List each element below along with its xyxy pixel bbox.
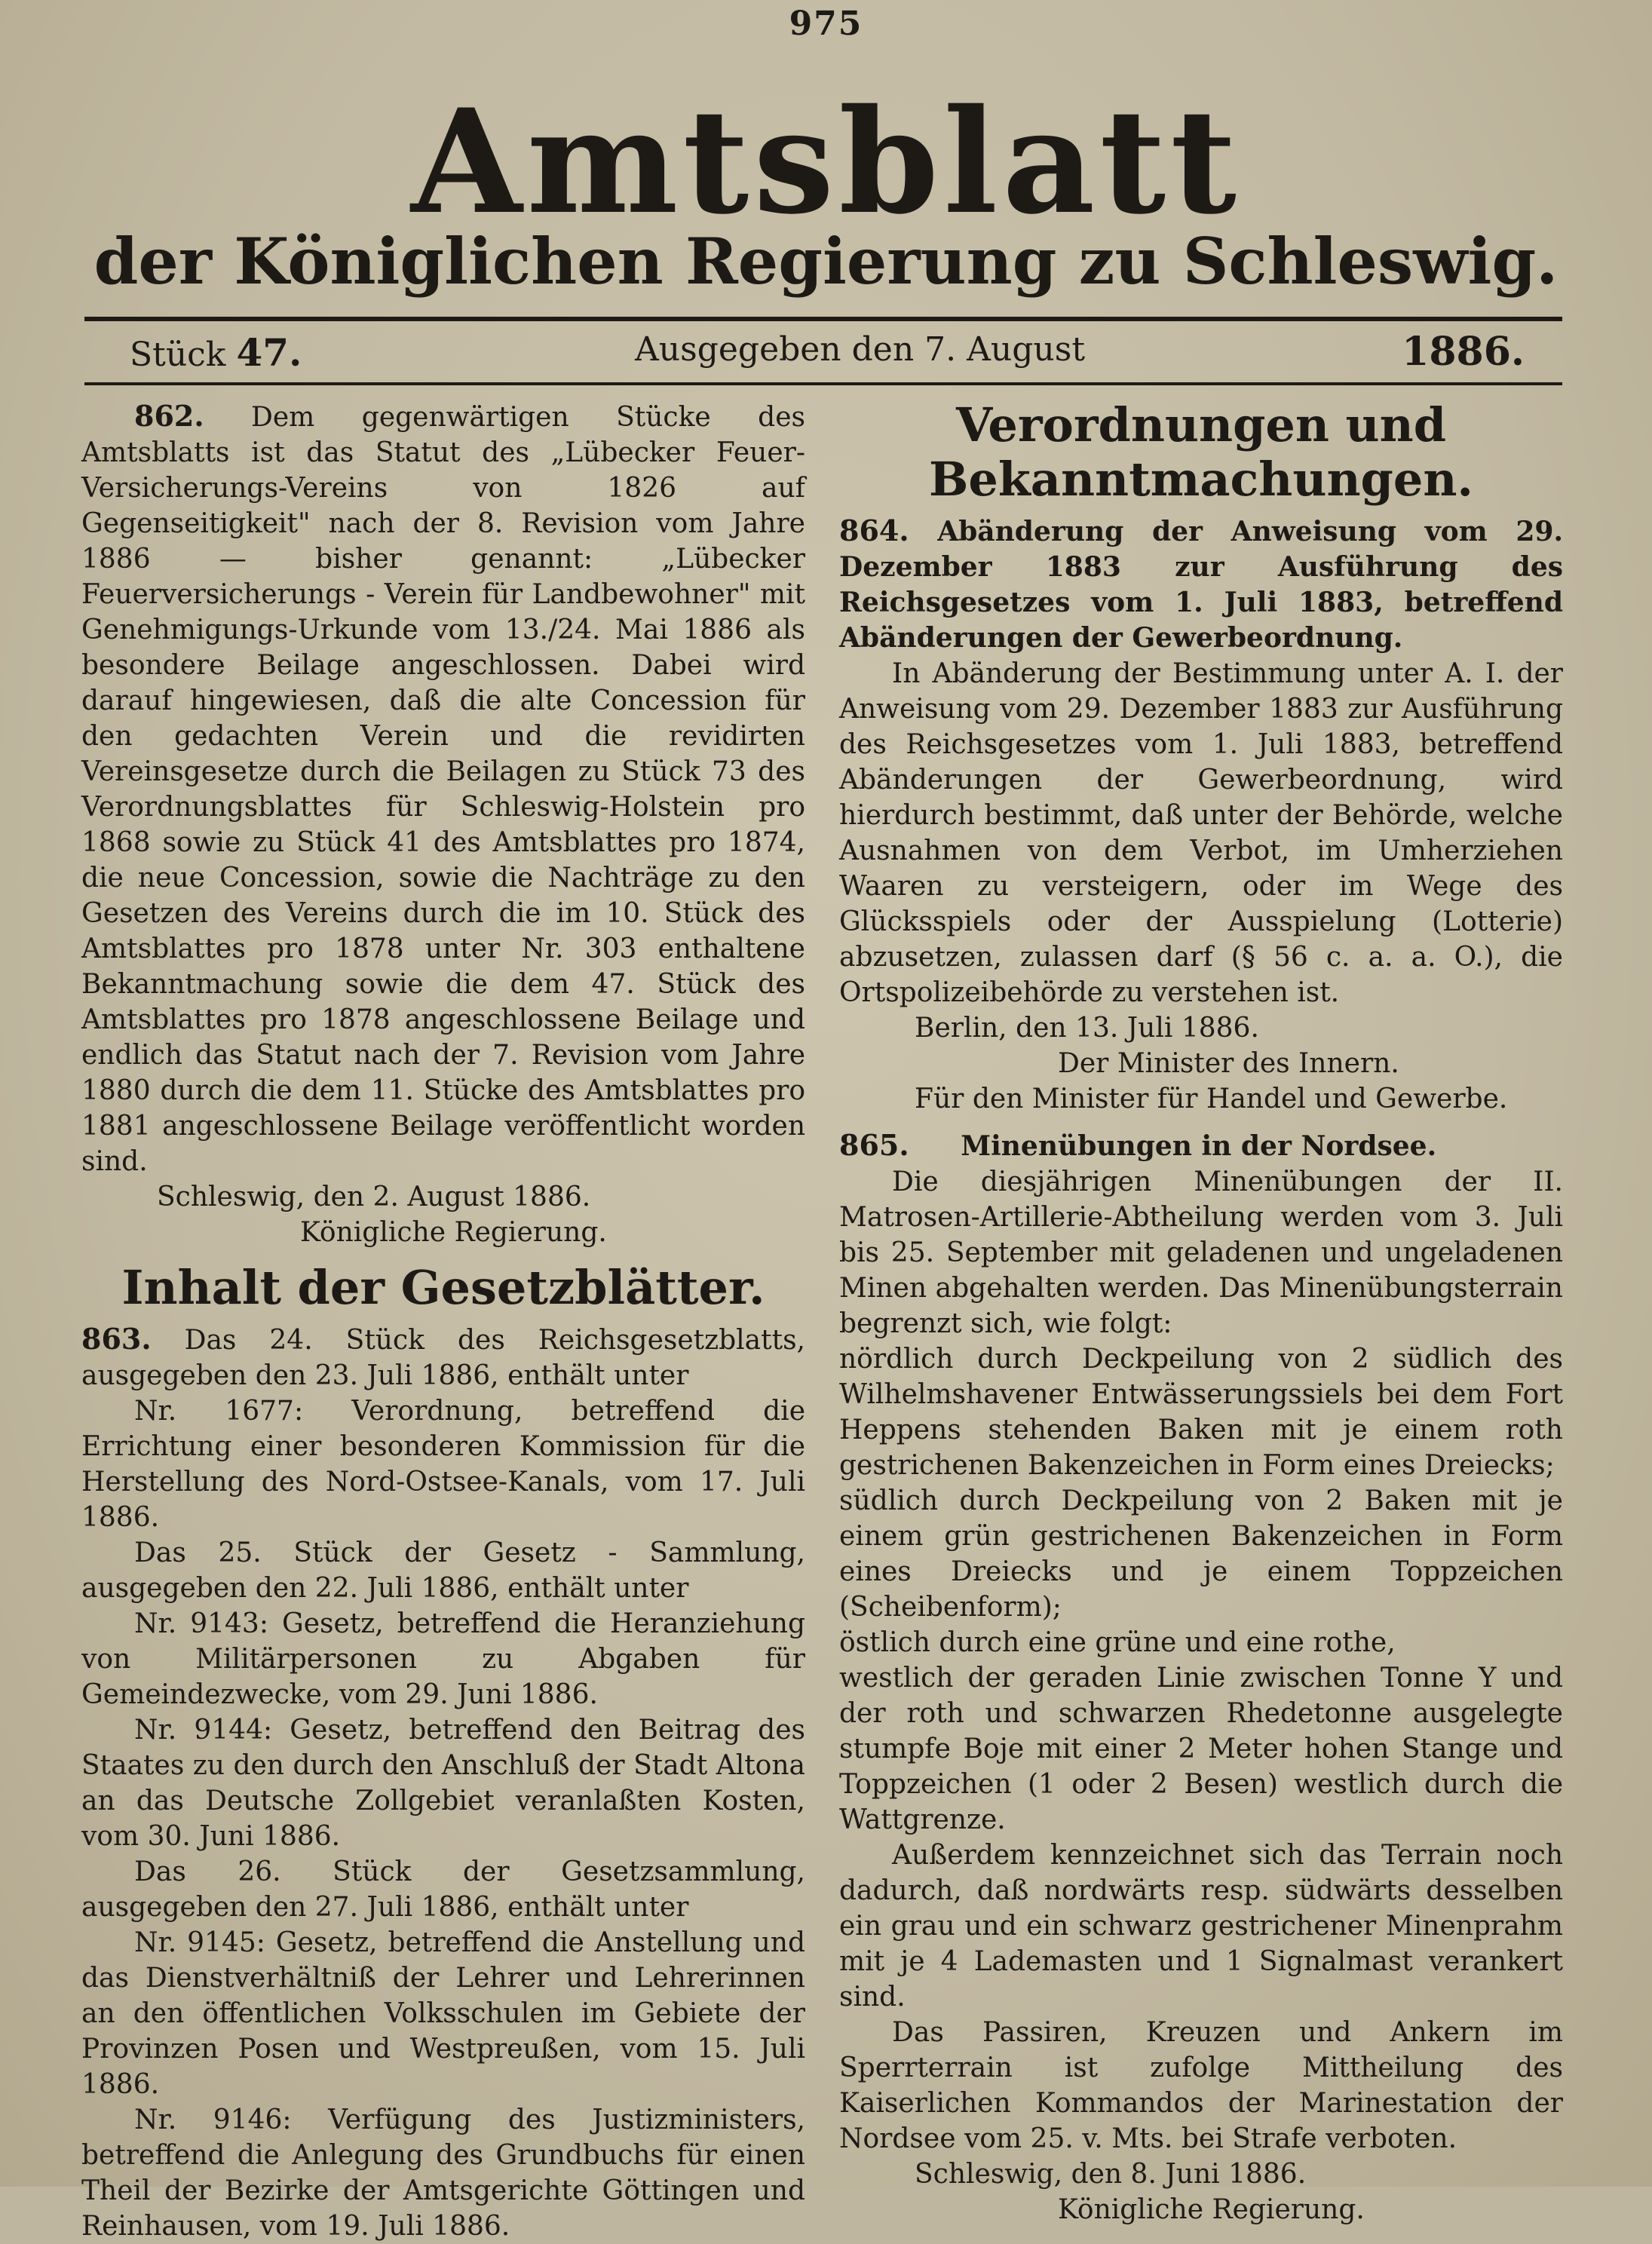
notice-place-date: Schleswig, den 8. Juni 1886. [915,2159,1307,2190]
masthead-subtitle: der Königlichen Regierung zu Schleswig. [93,224,1559,299]
issue-date: Ausgegeben den 7. August [635,330,1086,369]
left-column [81,398,805,2242]
notice-number: 863. [81,1322,152,1356]
notice-signature: Für den Minister für Handel und Gewerbe. [915,1084,1508,1114]
section-heading-verordnungen: Verordnungen und Bekanntmachungen. [929,397,1473,507]
issue-number-value: 47. [236,330,302,375]
notice-865-p6: Außerdem kennzeichnet sich das Terrain noch dadurch, daß nordwärts resp. südwärts desselben ein grau und ein schwarz gestrichener Minenprahm mit je 4 Lademasten und 1 Signalmast verankert sind. [839,1840,1563,2013]
notice-authority: Königliche Regierung. [1058,2194,1365,2225]
notice-text: Dem gegenwärtigen Stücke des Amtsblatts ist das Statut des „Lübecker Feuer-Versicherungs-Vereins von 1826 auf Gegenseitigkeit" nach der 8. Revision vom Jahre 1886 — bisher genannt: „Lübecker Feuerversicherungs - Verein für Landbewohner" mit Genehmigungs-Urkunde vom 13./24. Mai 1886 als besondere Beilage angeschlossen. Dabei wird darauf hingewiesen, daß die alte Concession für den gedachten Verein und die revidirten Vereinsgesetze durch die Beilagen zu Stück 73 des Verordnungsblattes für Schleswig-Holstein pro 1868 sowie zu Stück 41 des Amtsblattes pro 1874, die neue Concession, sowie die Nachträge zu den Gesetzen des Vereins durch die im 10. Stück des Amtsblattes pro 1878 unter Nr. 303 enthaltene Bekanntmachung sowie die dem 47. Stück des Amtsblattes pro 1878 angeschlossene Beilage und endlich das Statut nach der 7. Revision vom Jahre 1880 durch die dem 11. Stücke des Amtsblattes pro 1881 angeschlossene Beilage veröffentlicht worden sind. [81,402,805,1177]
notice-863-p4: Nr. 9143: Gesetz, betreffend die Heranziehung von Militärpersonen zu Abgaben für Gemeindezwecke, vom 29. Juni 1886. [81,1608,805,1710]
notice-863-p7: Nr. 9145: Gesetz, betreffend die Anstellung und das Dienstverhältniß der Lehrer und Lehrerinnen an den öffentlichen Volksschulen im Gebiete der Provinzen Posen und Westpreußen, vom 15. Juli 1886. [81,1927,805,2100]
notice-863-p1 [81,1321,805,1393]
notice-number: 862. [134,399,204,433]
notice-865-p3: südlich durch Deckpeilung von 2 Baken mit je einem grün gestrichenen Bakenzeichen in Form eines Dreiecks und je einem Toppzeichen (Scheibenform); [839,1485,1563,1623]
notice-865-p1: Die diesjährigen Minenübungen der II. Matrosen-Artillerie-Abtheilung werden vom 3. Juli bis 25. September mit geladenen und ungeladenen Minen abgehalten werden. Das Minenübungsterrain begrenzt sich, wie folgt: [839,1166,1563,1339]
issue-number [130,330,302,375]
header-rule-bottom [84,382,1562,385]
notice-865-p2: nördlich durch Deckpeilung von 2 südlich des Wilhelmshavener Entwässerungssiels bei dem Fort Heppens stehenden Baken mit je einem roth gestrichenen Bakenzeichen in Form eines Dreiecks; [839,1344,1563,1481]
notice-text: Das 24. Stück des Reichsgesetzblatts, ausgegeben den 23. Juli 1886, enthält unter [81,1325,805,1391]
notice-863-p6: Das 26. Stück der Gesetzsammlung, ausgegeben den 27. Juli 1886, enthält unter [81,1856,805,1923]
spacer [839,1117,1563,1127]
issue-number-label: Stück [130,336,226,374]
notice-862 [81,398,805,1179]
section-heading-gesetzblaetter: Inhalt der Gesetzblätter. [121,1260,765,1315]
notice-signature: Der Minister des Innern. [1058,1048,1399,1079]
notice-865-p5: westlich der geraden Linie zwischen Tonne Y und der roth und schwarzen Rhedetonne ausgelegte stumpfe Boje mit einer 2 Meter hohen Stange und Toppzeichen (1 oder 2 Besen) westlich durch die Wattgrenze. [839,1663,1563,1835]
notice-place-date: Schleswig, den 2. August 1886. [157,1182,591,1212]
notice-heading: Minenübungen in der Nordsee. [961,1130,1437,1162]
issue-year: 1886. [1402,329,1525,375]
notice-863-p5: Nr. 9144: Gesetz, betreffend den Beitrag des Staates zu den durch den Anschluß der Stadt Altona an das Deutsche Zollgebiet veranlaßten Kosten, vom 30. Juni 1886. [81,1715,805,1852]
notice-864-text: In Abänderung der Bestimmung unter A. I. der Anweisung vom 29. Dezember 1883 zur Ausführung des Reichsgesetzes vom 1. Juli 1883, betreffend Abänderungen der Gewerbeordnung, wird hierdurch bestimmt, daß unter der Behörde, welche Ausnahmen von dem Verbot, im Umherziehen Waaren zu versteigern, oder im Wege des Glücksspiels oder der Ausspielung (Lotterie) abzusetzen, zulassen darf (§ 56 c. a. a. O.), die Ortspolizeibehörde zu verstehen ist. [839,658,1563,1008]
notice-865-p7: Das Passiren, Kreuzen und Ankern im Sperrterrain ist zufolge Mittheilung des Kaiserlichen Kommandos der Marinestation der Nordsee vom 25. v. Mts. bei Strafe verboten. [839,2017,1563,2154]
notice-heading: Abänderung der Anweisung vom 29. Dezember 1883 zur Ausführung des Reichsgesetzes vom 1. Juli 1883, betreffend Abänderungen der Gewerbeordnung. [839,516,1563,654]
right-column [839,397,1563,2225]
issue-row [84,324,1562,379]
header-rule-top [84,317,1562,321]
notice-863-p2: Nr. 1677: Verordnung, betreffend die Errichtung einer besonderen Kommission für die Herstellung des Nord-Ostsee-Kanals, vom 17. Juli 1886. [81,1396,805,1533]
notice-865-heading [839,1127,1563,1164]
notice-authority: Königliche Regierung. [300,1217,607,1248]
notice-865-p4: östlich durch eine grüne und eine rothe, [839,1627,1396,1658]
notice-864-heading [839,513,1563,656]
page-number: 975 [789,5,863,43]
notice-863-p3: Das 25. Stück der Gesetz - Sammlung, ausgegeben den 22. Juli 1886, enthält unter [81,1537,805,1604]
notice-number: 865. [839,1128,909,1162]
notice-place-date: Berlin, den 13. Juli 1886. [915,1013,1259,1044]
notice-863-p8: Nr. 9146: Verfügung des Justizministers, betreffend die Anlegung des Grundbuchs für einen Theil der Bezirke der Amtsgerichte Göttingen und Reinhausen, vom 19. Juli 1886. [81,2105,805,2242]
notice-number: 864. [839,513,909,547]
masthead-title: Amtsblatt [411,78,1241,246]
